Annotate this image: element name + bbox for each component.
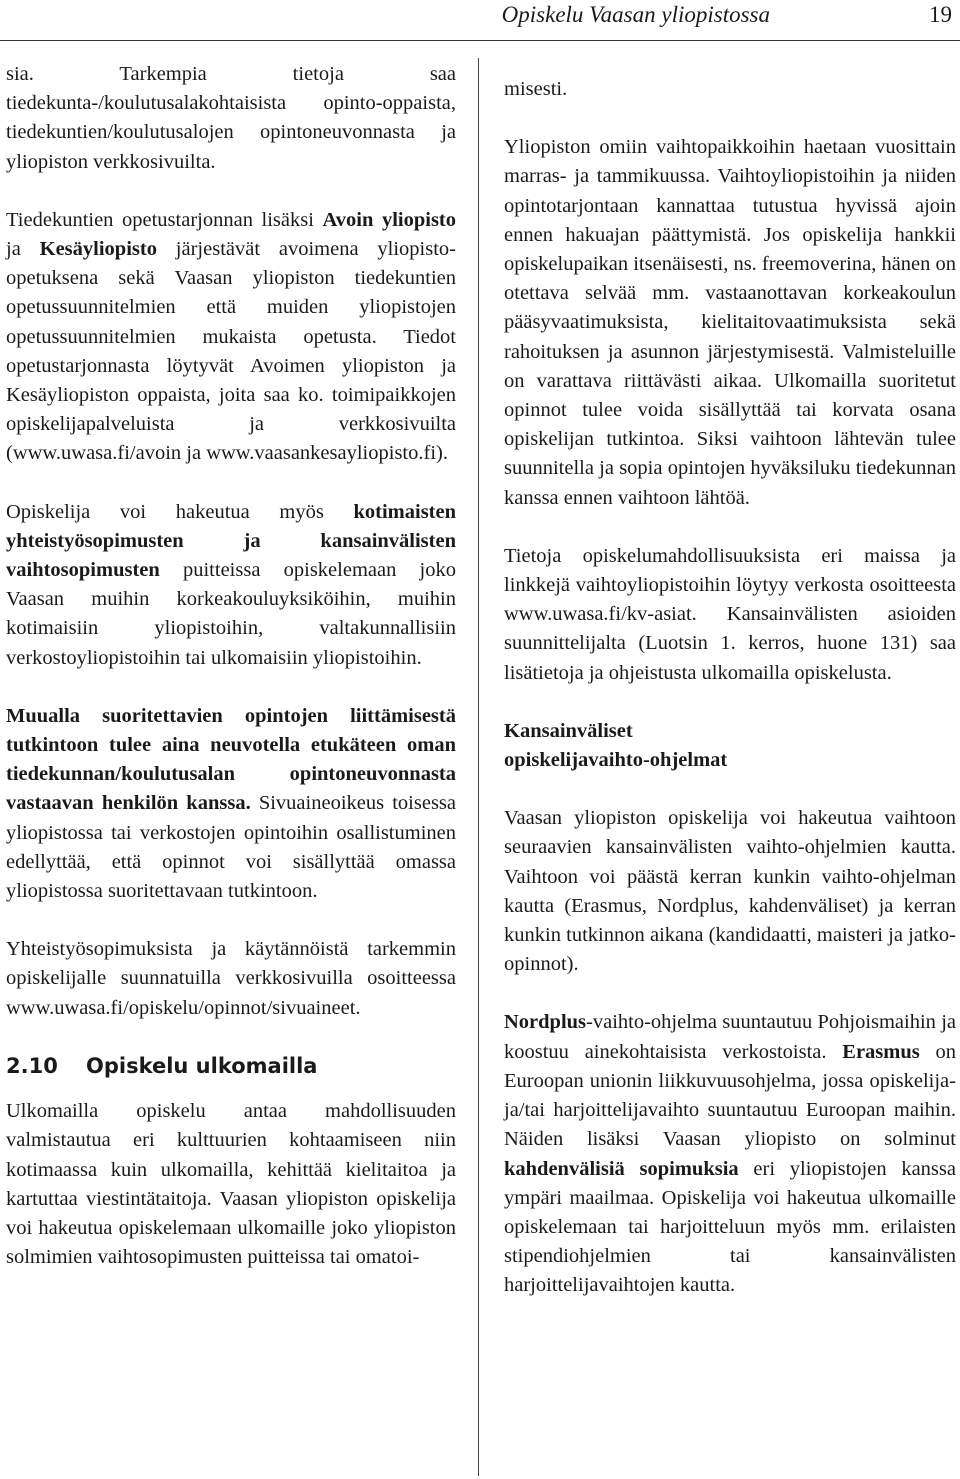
paragraph: misesti. — [504, 78, 568, 100]
bold-term: kotimaisten yhteistyösopimusten ja kansainvälisten vaihtosopimusten — [6, 500, 456, 582]
right-column — [504, 75, 956, 1330]
page-header — [0, 0, 960, 40]
paragraph: sia. Tarkempia tietoja saa tiedekunta-/koulutusalakohtaisista opinto-oppaista, tiedekuntien/koulutusalojen opintoneuvonnasta ja yliopiston verkkosivuilta. — [6, 63, 456, 173]
bold-term: kahdenvälisiä sopimuksia — [504, 1157, 739, 1180]
paragraph: Yhteistyösopimuksista ja käytännöistä tarkemmin opiskelijalle suunnatuilla verkkosivuilla osoitteessa www.uwasa.fi/opiskelu/opinnot/sivuaineet. — [6, 938, 456, 1019]
left-column — [6, 60, 456, 1301]
column-divider — [478, 58, 479, 1476]
bold-term: Kesäyliopisto — [39, 238, 157, 261]
section-number: 2.10 — [6, 1053, 58, 1078]
subheading: Kansainväliset opiskelijavaihto-ohjelmat — [504, 719, 728, 772]
bold-term: Nordplus — [504, 1011, 587, 1034]
running-title: Opiskelu Vaasan yliopistossa — [501, 2, 770, 27]
page-number: 19 — [929, 2, 952, 27]
section-title: Opiskelu ulkomailla — [86, 1053, 318, 1078]
header-rule — [0, 40, 960, 41]
paragraph: Tiedekuntien opetustarjonnan lisäksi Avoin yliopisto ja Kesäyliopisto järjestävät avoimena yliopisto-opetuksena sekä Vaasan yliopiston tiedekuntien opetussuunnitelmien että muiden yliopistojen opetussuunnitelmien mukaista opetusta. Tiedot opetustarjonnasta löytyvät Avoimen yliopiston ja Kesäyliopiston oppaista, joita saa ko. toimipaikkojen opiskelijapalveluista ja verkkosivuilta (www.uwasa.fi/avoin ja www.vaasankesayliopisto.fi). — [6, 208, 456, 465]
bold-statement: Muualla suoritettavien opintojen liittämisestä tutkintoon tulee aina neuvotella etukäteen oman tiedekunnan/koulutusalan opintoneuvonnasta vastaavan henkilön kanssa. — [6, 704, 456, 815]
paragraph: Tietoja opiskelumahdollisuuksista eri maissa ja linkkejä vaihtoyliopistoihin löytyy verkosta osoitteesta www.uwasa.fi/kv-asiat. Kansainvälisten asioiden suunnittelijalta (Luotsin 1. kerros, huone 131) saa lisätietoja ja ohjeistusta ulkomailla opiskelusta. — [504, 544, 956, 684]
paragraph: Opiskelija voi hakeutua myös kotimaisten yhteistyösopimusten ja kansainvälisten vaihtosopimusten puitteissa opiskelemaan joko Vaasan muihin korkeakouluyksiköihin, muihin kotimaisiin yliopistoihin, valtakunnallisiin verkostoyliopistoihin tai ulkomaisiin yliopistoihin. — [6, 500, 456, 669]
paragraph: Nordplus-vaihto-ohjelma suuntautuu Pohjoismaihin ja koostuu ainekohtaisista verkostoista. Erasmus on Euroopan unionin liikkuvuusohjelma, jossa opiskelija- ja/tai harjoittelijavaihto suuntautuu Euroopan maihin. Näiden lisäksi Vaasan yliopisto on solminut kahdenvälisiä sopimuksia eri yliopistojen kanssa ympäri maailmaa. Opiskelija voi hakeutua ulkomaille opiskelemaan tai harjoitteluun myös mm. erilaisten stipendiohjelmien tai kansainvälisten harjoittelijavaihtojen kautta. — [504, 1011, 957, 1297]
bold-term: Avoin yliopisto — [322, 208, 456, 231]
paragraph: Muualla suoritettavien opintojen liittämisestä tutkintoon tulee aina neuvotella etukäteen oman tiedekunnan/koulutusalan opintoneuvonnasta vastaavan henkilön kanssa. Sivuaineoikeus toisessa yliopistossa tai verkostojen opintoihin osallistuminen edellyttää, että opinnot voi sisällyttää omassa yliopistossa suoritettavaan tutkintoon. — [6, 704, 456, 903]
paragraph: Vaasan yliopiston opiskelija voi hakeutua vaihtoon seuraavien kansainvälisten vaihto-ohjelmien kautta. Vaihtoon voi päästä kerran kunkin vaihto-ohjelman kautta (Erasmus, Nordplus, kahdenväliset) ja kerran kunkin tutkinnon aikana (kandidaatti, maisteri ja jatko-opinnot). — [504, 807, 956, 976]
bold-term: Erasmus — [842, 1040, 920, 1063]
paragraph: Yliopiston omiin vaihtopaikkoihin haetaan vuosittain marras- ja tammikuussa. Vaihtoyliopistoihin ja niiden opintotarjontaan kannattaa tutustua hyvissä ajoin ennen hakuajan päättymistä. Jos opiskelija hankkii opiskelupaikan itsenäisesti, ns. freemoverina, hänen on otettava selvää mm. vastaanottavan korkeakoulun pääsyvaatimuksista, kielitaitovaatimuksista sekä rahoituksen ja asunnon järjestymisestä. Valmisteluille on varattava riittävästi aikaa. Ulkomailla suoritetut opinnot tulee voida sisällyttää tai korvata osana opiskelijan tutkintoa. Siksi vaihtoon lähtevän tulee suunnitella ja sopia opintojen hyväksiluku tiedekunnan kanssa ennen vaihtoon lähtöä. — [504, 136, 957, 509]
section-heading — [6, 1052, 456, 1081]
paragraph: Ulkomailla opiskelu antaa mahdollisuuden valmistautua eri kulttuurien kohtaamiseen niin kotimaassa kuin ulkomailla, kehittää kielitaitoa ja kartuttaa viestintätaitoja. Vaasan yliopiston opiskelija voi hakeutua opiskelemaan ulkomaille joko yliopiston solmimien vaihtosopimusten puitteissa tai omatoi- — [6, 1100, 456, 1269]
